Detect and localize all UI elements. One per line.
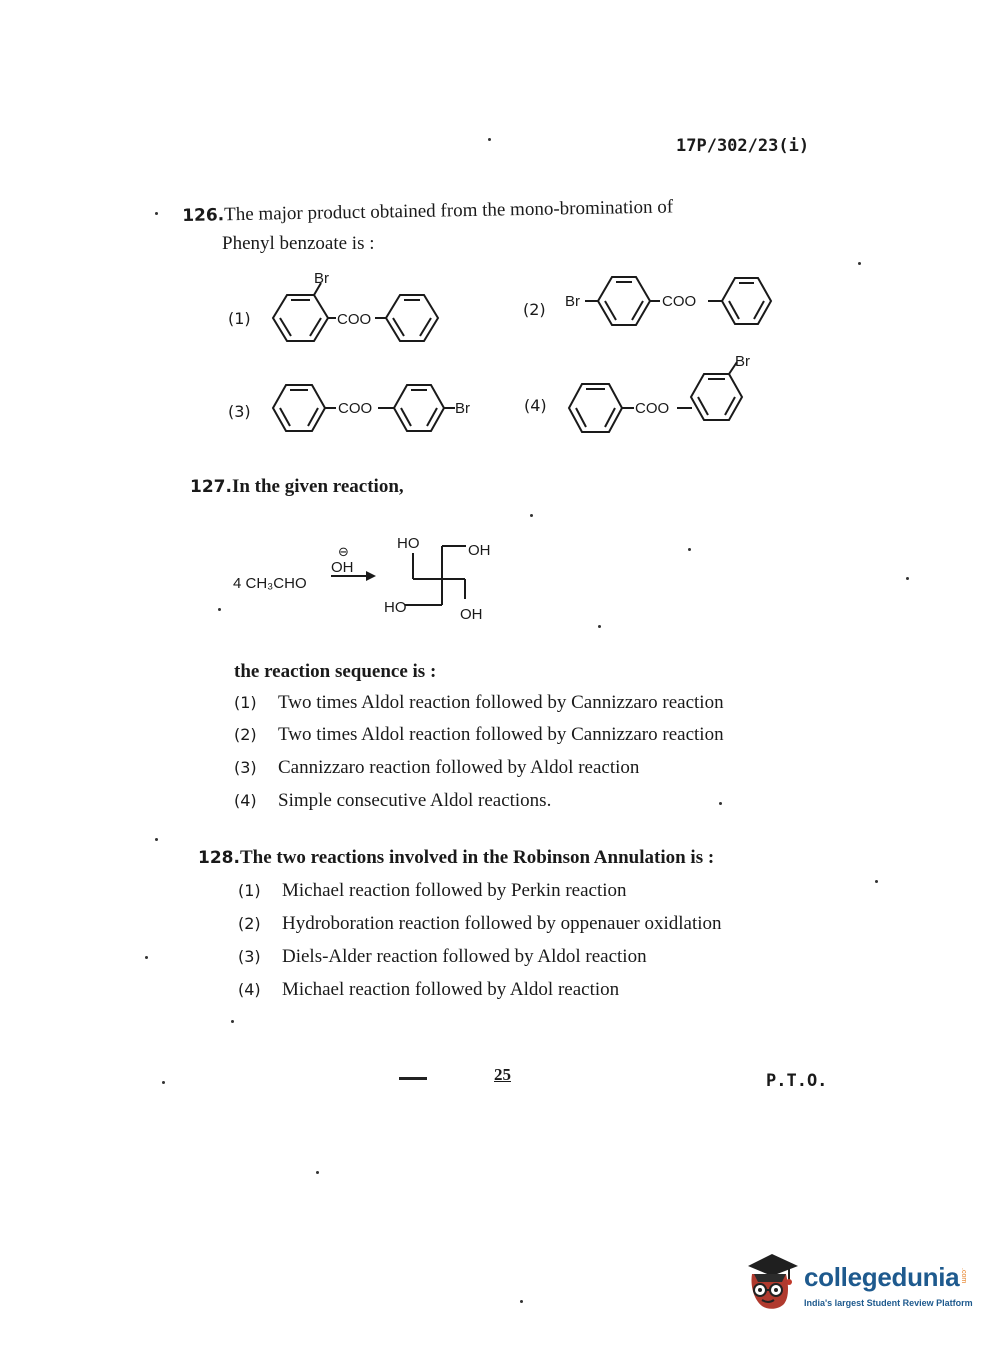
ester-label: COO bbox=[635, 400, 670, 417]
ester-label: COO bbox=[338, 400, 373, 417]
option-text: Simple consecutive Aldol reactions. bbox=[278, 790, 552, 811]
paper-code: 17P/302/23(i) bbox=[676, 136, 810, 156]
hydroxyl-label: OH bbox=[460, 606, 483, 623]
ester-label: COO bbox=[662, 293, 697, 310]
option bbox=[234, 755, 724, 781]
option-number: (3) bbox=[234, 758, 257, 777]
option bbox=[234, 722, 724, 748]
option bbox=[238, 944, 722, 970]
option bbox=[234, 788, 724, 814]
question-number: 128. bbox=[198, 848, 240, 868]
option-number: (4) bbox=[234, 791, 257, 810]
hydroxyl-label: OH bbox=[468, 542, 491, 559]
q128-options bbox=[238, 878, 722, 1003]
question-text: In the given reaction, bbox=[231, 476, 404, 497]
hydroxyl-label: HO bbox=[384, 599, 407, 616]
reaction-arrow-icon bbox=[366, 571, 376, 581]
option-number: (4) bbox=[238, 980, 261, 999]
hydroxyl-label: HO bbox=[397, 535, 420, 552]
q127-reaction-scheme bbox=[0, 0, 1001, 640]
question-number: 127. bbox=[190, 477, 232, 497]
q126-option-4-label: (4) bbox=[524, 396, 547, 415]
q127-lead: the reaction sequence is : bbox=[234, 661, 437, 682]
page-number: 25 bbox=[494, 1065, 511, 1084]
question-text: The two reactions involved in the Robinson Annulation is : bbox=[239, 847, 715, 868]
option-text: Cannizzaro reaction followed by Aldol reaction bbox=[278, 757, 640, 778]
logo-wordmark: collegedunia bbox=[804, 1262, 960, 1292]
mascot-logo-icon bbox=[742, 1252, 800, 1314]
question-128 bbox=[198, 845, 714, 871]
reactant-label: 4 CH₃CHO bbox=[233, 575, 307, 592]
option-number: (1) bbox=[238, 881, 261, 900]
option-number: (2) bbox=[238, 914, 261, 933]
q126-option-2-label: (2) bbox=[523, 300, 546, 319]
bromo-label: Br bbox=[455, 400, 470, 417]
option bbox=[238, 878, 722, 904]
question-126-line2: Phenyl benzoate is : bbox=[222, 233, 375, 254]
charge-icon: ⊖ bbox=[338, 544, 349, 559]
option-number: (1) bbox=[234, 693, 257, 712]
collegedunia-watermark bbox=[742, 1252, 982, 1322]
option-number: (3) bbox=[238, 947, 261, 966]
option-number: (2) bbox=[234, 725, 257, 744]
bromo-label: Br bbox=[565, 293, 580, 310]
bromo-label: Br bbox=[735, 353, 750, 370]
option-text: Two times Aldol reaction followed by Cannizzaro reaction bbox=[278, 692, 724, 713]
option bbox=[238, 977, 722, 1003]
ester-label: COO bbox=[337, 311, 372, 328]
option-text: Michael reaction followed by Aldol reaction bbox=[282, 979, 620, 1000]
bromo-label: Br bbox=[314, 270, 329, 287]
question-number: 126. bbox=[182, 205, 225, 226]
option-text: Hydroboration reaction followed by oppenauer oxidlation bbox=[282, 913, 722, 934]
q126-option-3-label: (3) bbox=[228, 402, 251, 421]
catalyst-label: OH bbox=[331, 559, 354, 576]
logo-tagline: India's largest Student Review Platform bbox=[804, 1298, 973, 1308]
q127-options bbox=[234, 690, 724, 814]
footer-dash bbox=[399, 1077, 427, 1080]
pto-label: P.T.O. bbox=[766, 1071, 828, 1091]
option-text: Two times Aldol reaction followed by Cannizzaro reaction bbox=[278, 724, 724, 745]
logo-dotcom: .com bbox=[960, 1268, 967, 1284]
option-text: Diels-Alder reaction followed by Aldol reaction bbox=[282, 946, 647, 967]
option bbox=[234, 690, 724, 716]
question-text-line1: The major product obtained from the mono-bromination of bbox=[223, 196, 674, 226]
q126-option-1-label: (1) bbox=[228, 309, 251, 328]
option bbox=[238, 911, 722, 937]
option-text: Michael reaction followed by Perkin reaction bbox=[282, 880, 627, 901]
